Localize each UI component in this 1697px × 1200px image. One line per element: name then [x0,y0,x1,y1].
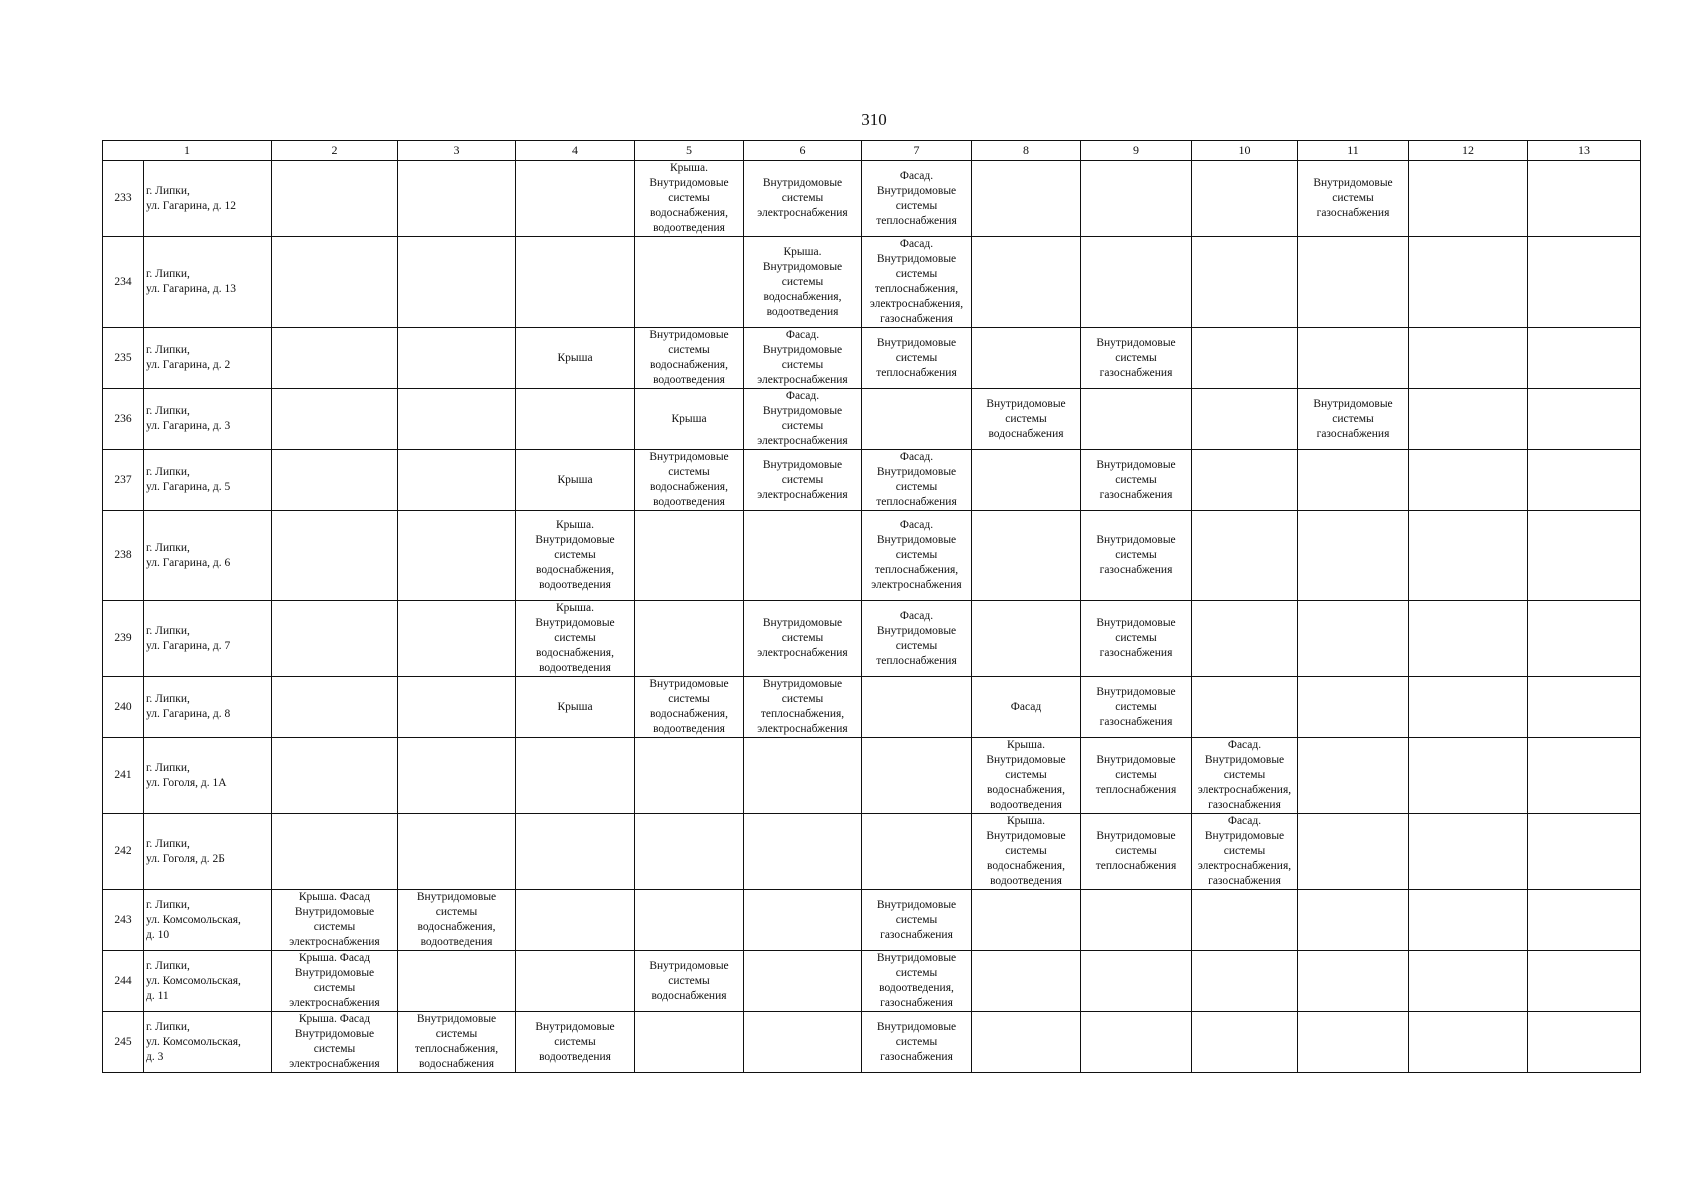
work-cell-col-9 [1081,890,1192,951]
work-cell-col-4 [516,161,635,237]
address-cell: г. Липки, ул. Гагарина, д. 6 [144,511,272,601]
work-cell-col-12 [1409,738,1528,814]
address-cell: г. Липки, ул. Гагарина, д. 12 [144,161,272,237]
work-cell-col-10 [1192,511,1298,601]
row-number: 237 [103,450,144,511]
work-cell-col-6: Внутридомовые системы теплоснабжения, электроснабжения [744,677,862,738]
work-cell-col-13 [1528,890,1641,951]
work-cell-col-10 [1192,677,1298,738]
work-cell-col-5 [635,601,744,677]
work-cell-col-6 [744,511,862,601]
row-number: 238 [103,511,144,601]
column-header-8: 8 [972,141,1081,161]
work-cell-col-13 [1528,1012,1641,1073]
table-row [103,738,1641,814]
address-cell: г. Липки, ул. Гоголя, д. 2Б [144,814,272,890]
work-cell-col-6: Внутридомовые системы электроснабжения [744,450,862,511]
column-number-row [103,141,1641,161]
column-header-4: 4 [516,141,635,161]
table-row [103,389,1641,450]
row-number: 242 [103,814,144,890]
work-cell-col-11 [1298,328,1409,389]
work-cell-col-2 [272,677,398,738]
work-cell-col-5 [635,814,744,890]
work-cell-col-7: Внутридомовые системы газоснабжения [862,1012,972,1073]
work-cell-col-6: Внутридомовые системы электроснабжения [744,161,862,237]
table-row [103,450,1641,511]
work-cell-col-5 [635,890,744,951]
work-cell-col-2: Крыша. Фасад Внутридомовые системы электроснабжения [272,1012,398,1073]
work-cell-col-13 [1528,450,1641,511]
work-cell-col-11 [1298,601,1409,677]
work-cell-col-3 [398,161,516,237]
work-cell-col-9: Внутридомовые системы теплоснабжения [1081,738,1192,814]
work-cell-col-4: Крыша. Внутридомовые системы водоснабжения, водоотведения [516,601,635,677]
work-cell-col-3 [398,389,516,450]
work-cell-col-9: Внутридомовые системы газоснабжения [1081,677,1192,738]
work-cell-col-2 [272,450,398,511]
work-cell-col-8 [972,951,1081,1012]
work-cell-col-2 [272,738,398,814]
work-cell-col-3 [398,237,516,328]
work-cell-col-6 [744,814,862,890]
work-cell-col-4: Крыша [516,677,635,738]
work-cell-col-2 [272,601,398,677]
work-cell-col-9 [1081,161,1192,237]
work-cell-col-13 [1528,738,1641,814]
page-number: 310 [861,110,887,129]
work-cell-col-3 [398,601,516,677]
work-cell-col-7: Фасад. Внутридомовые системы теплоснабжения [862,161,972,237]
table-row [103,1012,1641,1073]
work-cell-col-8 [972,328,1081,389]
work-cell-col-6: Фасад. Внутридомовые системы электроснабжения [744,328,862,389]
work-cell-col-12 [1409,511,1528,601]
work-cell-col-6 [744,951,862,1012]
work-cell-col-11 [1298,511,1409,601]
work-cell-col-10 [1192,237,1298,328]
work-cell-col-8: Внутридомовые системы водоснабжения [972,389,1081,450]
column-header-2: 2 [272,141,398,161]
work-cell-col-7: Фасад. Внутридомовые системы теплоснабжения, электроснабжения, газоснабжения [862,237,972,328]
row-number: 243 [103,890,144,951]
work-cell-col-4: Крыша. Внутридомовые системы водоснабжения, водоотведения [516,511,635,601]
work-cell-col-11 [1298,677,1409,738]
work-cell-col-4: Внутридомовые системы водоотведения [516,1012,635,1073]
work-cell-col-4 [516,738,635,814]
work-cell-col-6 [744,1012,862,1073]
work-cell-col-8 [972,161,1081,237]
work-cell-col-10 [1192,1012,1298,1073]
row-number: 236 [103,389,144,450]
work-cell-col-2 [272,237,398,328]
column-header-10: 10 [1192,141,1298,161]
work-cell-col-6: Крыша. Внутридомовые системы водоснабжения, водоотведения [744,237,862,328]
work-cell-col-7 [862,814,972,890]
capital-repair-table [102,140,1641,1073]
work-cell-col-2 [272,814,398,890]
work-cell-col-11 [1298,450,1409,511]
work-cell-col-12 [1409,890,1528,951]
work-cell-col-7 [862,389,972,450]
work-cell-col-8: Крыша. Внутридомовые системы водоснабжения, водоотведения [972,738,1081,814]
work-cell-col-11 [1298,814,1409,890]
work-cell-col-12 [1409,161,1528,237]
work-cell-col-5: Внутридомовые системы водоснабжения, водоотведения [635,677,744,738]
column-header-1: 1 [103,141,272,161]
column-header-6: 6 [744,141,862,161]
work-cell-col-10 [1192,328,1298,389]
work-cell-col-13 [1528,951,1641,1012]
work-cell-col-2 [272,328,398,389]
work-cell-col-7: Фасад. Внутридомовые системы теплоснабжения, электроснабжения [862,511,972,601]
work-cell-col-3: Внутридомовые системы водоснабжения, водоотведения [398,890,516,951]
work-cell-col-3 [398,738,516,814]
work-cell-col-11 [1298,1012,1409,1073]
work-cell-col-7: Фасад. Внутридомовые системы теплоснабжения [862,450,972,511]
work-cell-col-5 [635,511,744,601]
work-cell-col-10 [1192,890,1298,951]
work-cell-col-12 [1409,1012,1528,1073]
work-cell-col-6 [744,890,862,951]
work-cell-col-8 [972,601,1081,677]
table-row [103,237,1641,328]
work-cell-col-10 [1192,161,1298,237]
work-cell-col-3 [398,814,516,890]
work-cell-col-8 [972,890,1081,951]
work-cell-col-12 [1409,389,1528,450]
row-number: 240 [103,677,144,738]
work-cell-col-8 [972,450,1081,511]
work-cell-col-12 [1409,328,1528,389]
work-cell-col-5: Внутридомовые системы водоснабжения, водоотведения [635,328,744,389]
table-row [103,951,1641,1012]
work-cell-col-4 [516,951,635,1012]
work-cell-col-6: Фасад. Внутридомовые системы электроснабжения [744,389,862,450]
work-cell-col-7: Внутридомовые системы газоснабжения [862,890,972,951]
work-cell-col-11: Внутридомовые системы газоснабжения [1298,161,1409,237]
work-cell-col-9 [1081,389,1192,450]
table-row [103,511,1641,601]
work-cell-col-13 [1528,814,1641,890]
work-cell-col-11: Внутридомовые системы газоснабжения [1298,389,1409,450]
table-row [103,161,1641,237]
work-cell-col-12 [1409,237,1528,328]
work-cell-col-11 [1298,890,1409,951]
work-cell-col-13 [1528,511,1641,601]
row-number: 241 [103,738,144,814]
work-cell-col-10: Фасад. Внутридомовые системы электроснабжения, газоснабжения [1192,814,1298,890]
work-cell-col-13 [1528,677,1641,738]
work-cell-col-8 [972,511,1081,601]
work-cell-col-5: Внутридомовые системы водоснабжения, водоотведения [635,450,744,511]
work-cell-col-12 [1409,601,1528,677]
work-cell-col-12 [1409,814,1528,890]
work-cell-col-2: Крыша. Фасад Внутридомовые системы электроснабжения [272,951,398,1012]
work-cell-col-8 [972,237,1081,328]
row-number: 235 [103,328,144,389]
address-cell: г. Липки, ул. Комсомольская, д. 10 [144,890,272,951]
work-cell-col-5 [635,738,744,814]
work-cell-col-10 [1192,951,1298,1012]
work-cell-col-13 [1528,328,1641,389]
work-cell-col-10 [1192,389,1298,450]
work-cell-col-9: Внутридомовые системы теплоснабжения [1081,814,1192,890]
work-cell-col-4: Крыша [516,328,635,389]
row-number: 245 [103,1012,144,1073]
work-cell-col-12 [1409,450,1528,511]
work-cell-col-13 [1528,161,1641,237]
work-cell-col-5: Крыша. Внутридомовые системы водоснабжения, водоотведения [635,161,744,237]
address-cell: г. Липки, ул. Комсомольская, д. 3 [144,1012,272,1073]
table-row [103,814,1641,890]
column-header-5: 5 [635,141,744,161]
work-cell-col-8 [972,1012,1081,1073]
column-header-9: 9 [1081,141,1192,161]
work-cell-col-10 [1192,450,1298,511]
work-cell-col-11 [1298,951,1409,1012]
row-number: 233 [103,161,144,237]
work-cell-col-2: Крыша. Фасад Внутридомовые системы электроснабжения [272,890,398,951]
address-cell: г. Липки, ул. Гагарина, д. 3 [144,389,272,450]
work-cell-col-3 [398,951,516,1012]
work-cell-col-4 [516,814,635,890]
address-cell: г. Липки, ул. Гагарина, д. 5 [144,450,272,511]
work-cell-col-5: Внутридомовые системы водоснабжения [635,951,744,1012]
work-cell-col-9 [1081,951,1192,1012]
work-cell-col-4 [516,237,635,328]
address-cell: г. Липки, ул. Гагарина, д. 2 [144,328,272,389]
work-cell-col-7: Фасад. Внутридомовые системы теплоснабжения [862,601,972,677]
table-row [103,328,1641,389]
column-header-11: 11 [1298,141,1409,161]
work-cell-col-3 [398,511,516,601]
work-cell-col-3: Внутридомовые системы теплоснабжения, водоснабжения [398,1012,516,1073]
work-cell-col-3 [398,328,516,389]
work-cell-col-6 [744,738,862,814]
work-cell-col-13 [1528,237,1641,328]
work-cell-col-8: Фасад [972,677,1081,738]
work-cell-col-7: Внутридомовые системы теплоснабжения [862,328,972,389]
work-cell-col-5 [635,237,744,328]
work-cell-col-12 [1409,951,1528,1012]
work-cell-col-9: Внутридомовые системы газоснабжения [1081,511,1192,601]
address-cell: г. Липки, ул. Гоголя, д. 1А [144,738,272,814]
address-cell: г. Липки, ул. Гагарина, д. 8 [144,677,272,738]
column-header-3: 3 [398,141,516,161]
work-cell-col-2 [272,389,398,450]
address-cell: г. Липки, ул. Гагарина, д. 13 [144,237,272,328]
table-row [103,601,1641,677]
work-cell-col-2 [272,161,398,237]
work-cell-col-11 [1298,237,1409,328]
work-cell-col-9 [1081,1012,1192,1073]
work-cell-col-5 [635,1012,744,1073]
work-cell-col-13 [1528,389,1641,450]
work-cell-col-7 [862,738,972,814]
work-cell-col-4 [516,890,635,951]
address-cell: г. Липки, ул. Комсомольская, д. 11 [144,951,272,1012]
column-header-7: 7 [862,141,972,161]
work-cell-col-10: Фасад. Внутридомовые системы электроснабжения, газоснабжения [1192,738,1298,814]
table-row [103,677,1641,738]
row-number: 244 [103,951,144,1012]
work-cell-col-6: Внутридомовые системы электроснабжения [744,601,862,677]
work-cell-col-8: Крыша. Внутридомовые системы водоснабжения, водоотведения [972,814,1081,890]
work-cell-col-12 [1409,677,1528,738]
work-cell-col-2 [272,511,398,601]
work-cell-col-5: Крыша [635,389,744,450]
address-cell: г. Липки, ул. Гагарина, д. 7 [144,601,272,677]
table-row [103,890,1641,951]
work-cell-col-9 [1081,237,1192,328]
work-cell-col-9: Внутридомовые системы газоснабжения [1081,450,1192,511]
work-cell-col-11 [1298,738,1409,814]
work-cell-col-4 [516,389,635,450]
column-header-12: 12 [1409,141,1528,161]
work-cell-col-7: Внутридомовые системы водоотведения, газоснабжения [862,951,972,1012]
work-cell-col-3 [398,677,516,738]
row-number: 234 [103,237,144,328]
work-cell-col-3 [398,450,516,511]
work-cell-col-4: Крыша [516,450,635,511]
row-number: 239 [103,601,144,677]
work-cell-col-9: Внутридомовые системы газоснабжения [1081,601,1192,677]
work-cell-col-10 [1192,601,1298,677]
column-header-13: 13 [1528,141,1641,161]
work-cell-col-7 [862,677,972,738]
work-cell-col-9: Внутридомовые системы газоснабжения [1081,328,1192,389]
work-cell-col-13 [1528,601,1641,677]
